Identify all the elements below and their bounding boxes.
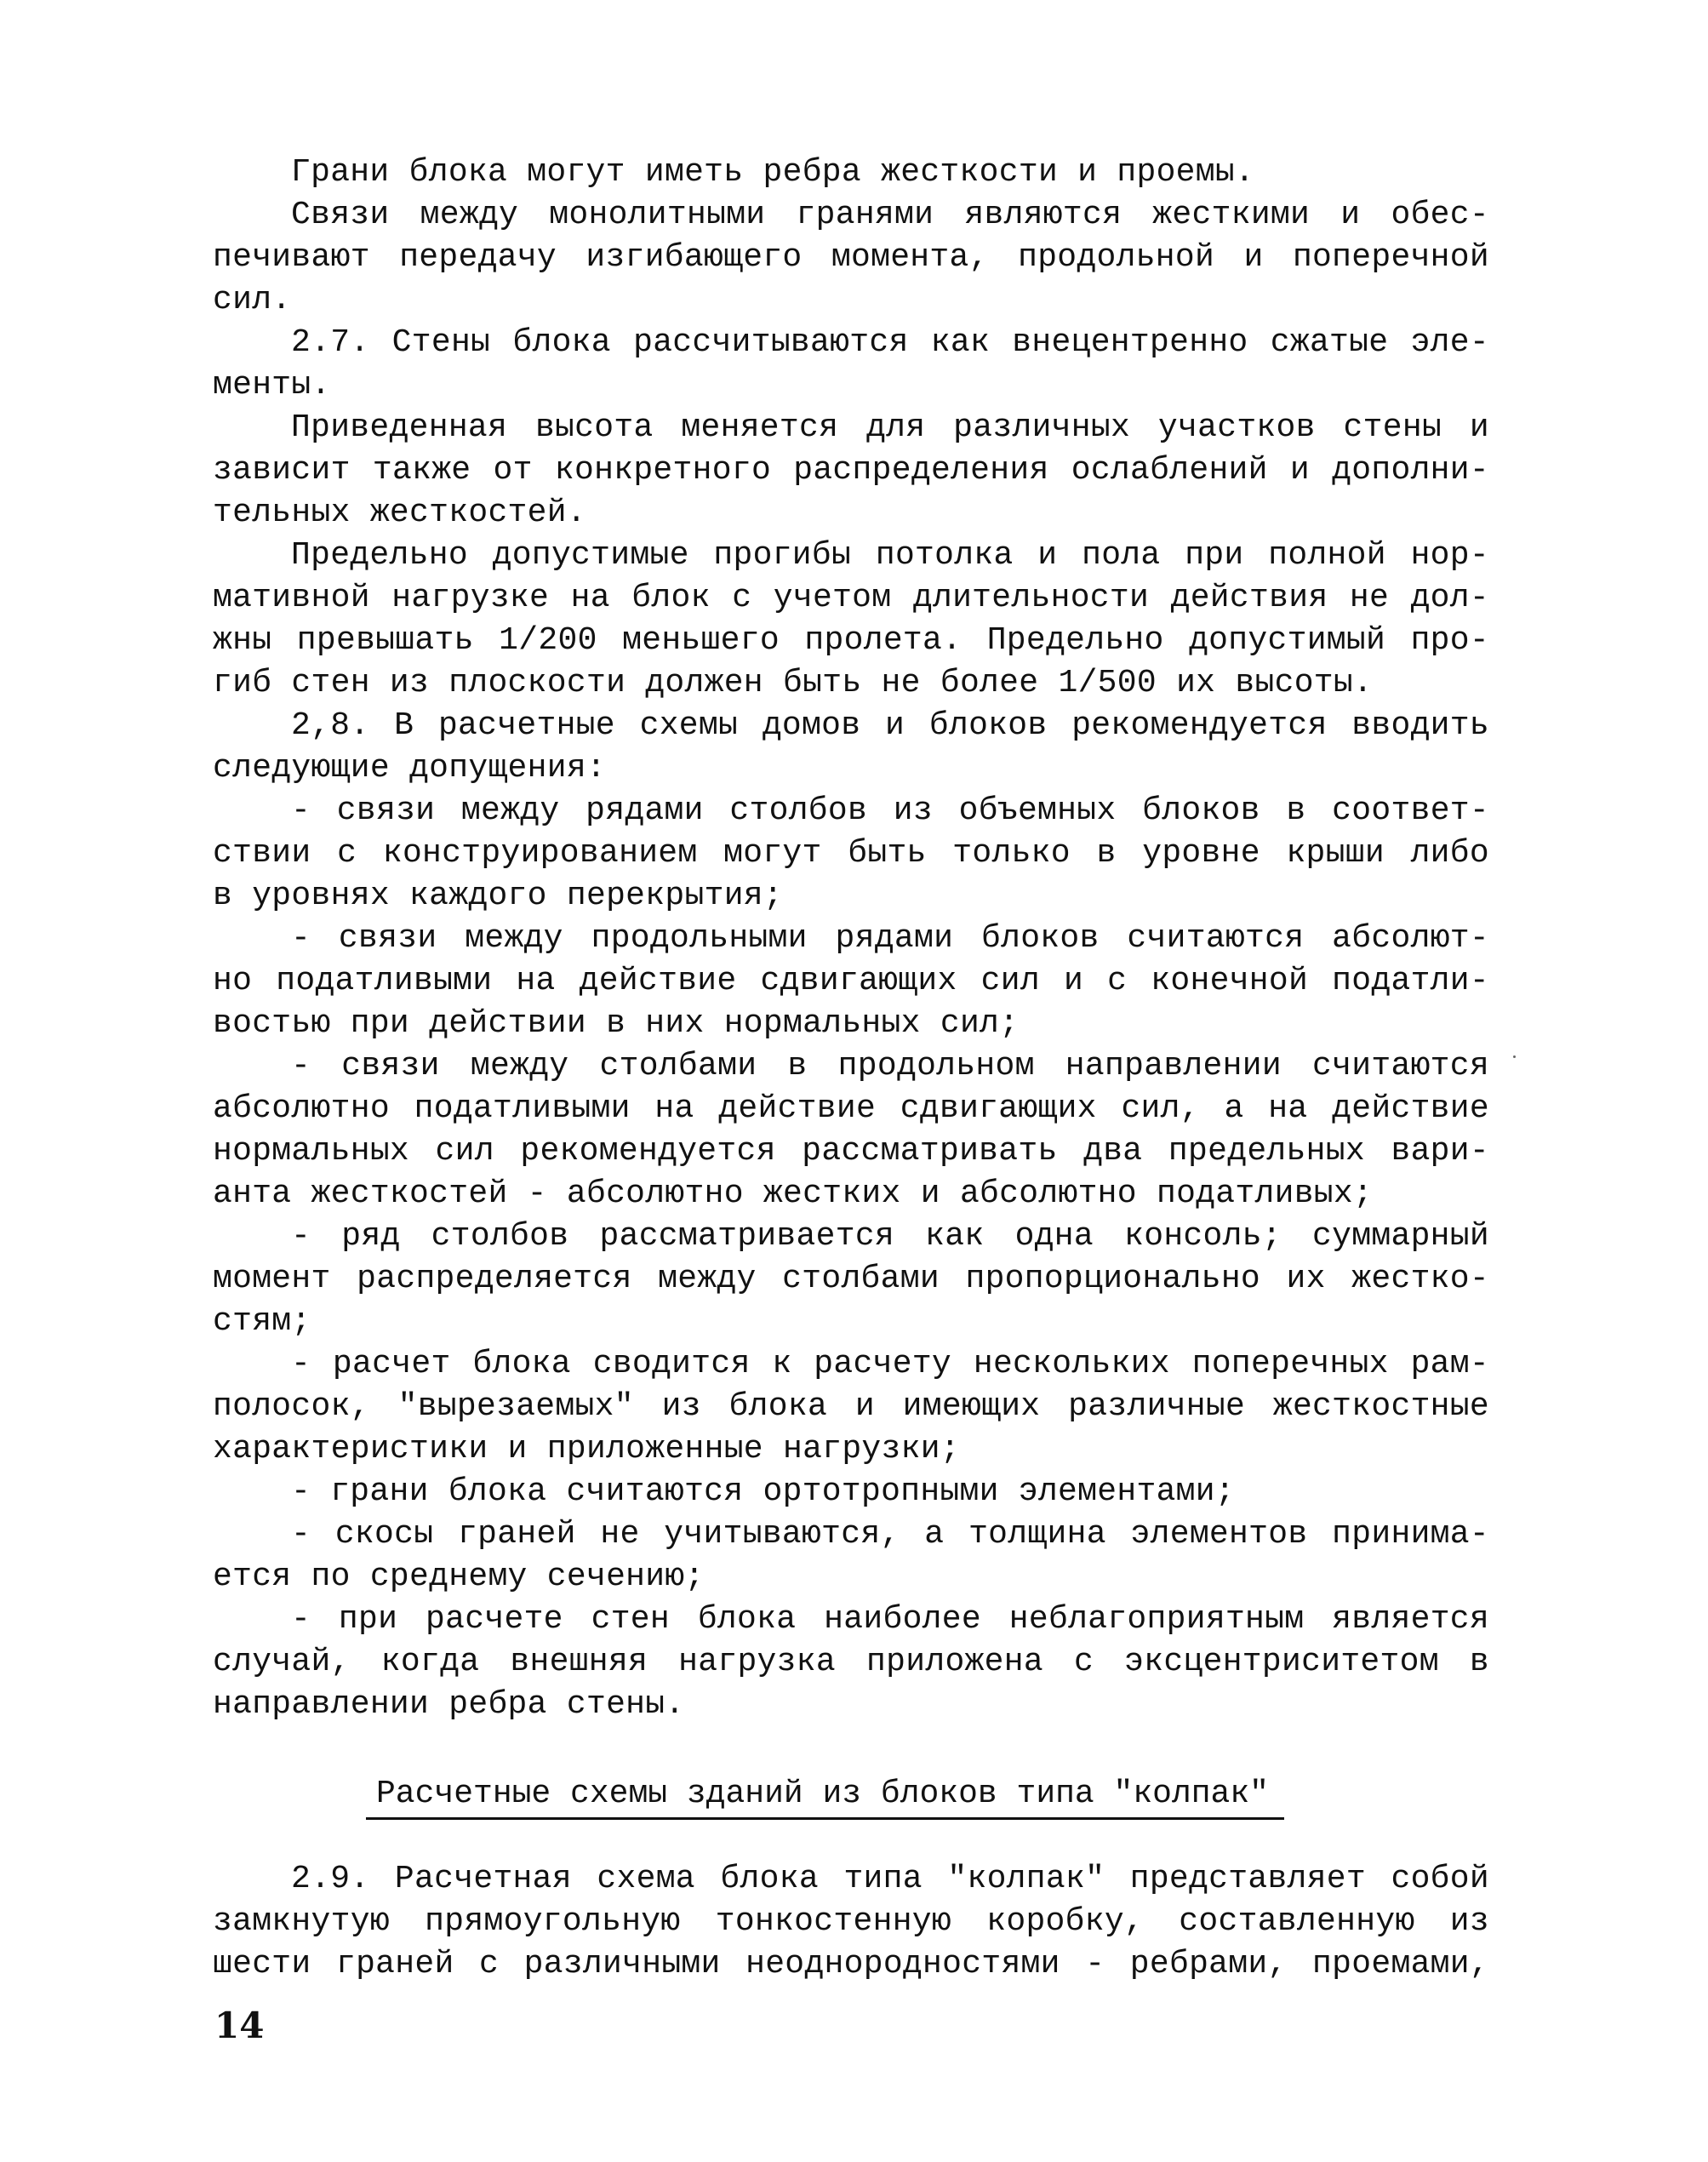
- text-line: востью при действии в них нормальных сил;: [213, 1005, 1020, 1042]
- text-line: 2.7. Стены блока рассчитываются как внецентренно сжатые эле-: [291, 324, 1489, 361]
- text-line: - связи между столбами в продольном направлении считаются: [291, 1048, 1489, 1084]
- text-line: тельных жесткостей.: [213, 495, 586, 531]
- text-line: шести граней с различными неоднородностями - ребрами, проемами,: [213, 1946, 1489, 1982]
- text-line: мативной нагрузке на блок с учетом длительности действия не дол-: [213, 580, 1489, 616]
- text-line: в уровнях каждого перекрытия;: [213, 878, 784, 914]
- section-heading: Расчетные схемы зданий из блоков типа "колпак": [366, 1773, 1284, 1820]
- text-line: сил.: [213, 282, 292, 318]
- text-line: - связи между продольными рядами блоков считаются абсолют-: [291, 920, 1489, 957]
- text-line: - при расчете стен блока наиболее неблагоприятным является: [291, 1601, 1489, 1638]
- text-line: менты.: [213, 367, 331, 403]
- text-line: - скосы граней не учитываются, а толщина элементов принима-: [291, 1516, 1489, 1553]
- text-line: ствии с конструированием могут быть только в уровне крыши либо: [213, 835, 1489, 872]
- text-line: случай, когда внешняя нагрузка приложена с эксцентриситетом в: [213, 1644, 1489, 1680]
- text-line: Приведенная высота меняется для различных участков стены и: [291, 409, 1489, 446]
- body-text: [213, 152, 1489, 1726]
- page-number: 14: [214, 2005, 265, 2046]
- text-line: стям;: [213, 1303, 311, 1340]
- text-line: - ряд столбов рассматривается как одна консоль; суммарный: [291, 1218, 1489, 1255]
- text-line: полосок, "вырезаемых" из блока и имеющих различные жесткостные: [213, 1388, 1489, 1425]
- text-line: зависит также от конкретного распределения ослаблений и дополни-: [213, 452, 1489, 489]
- text-line: анта жесткостей - абсолютно жестких и абсолютно податливых;: [213, 1175, 1374, 1212]
- scan-speck: [1513, 1055, 1516, 1058]
- text-line: замкнутую прямоугольную тонкостенную коробку, составленную из: [213, 1903, 1489, 1940]
- text-line: 2,8. В расчетные схемы домов и блоков рекомендуется вводить: [291, 707, 1489, 744]
- section-body-text: [213, 1858, 1489, 1986]
- text-line: 2.9. Расчетная схема блока типа "колпак" представляет собой: [291, 1861, 1489, 1897]
- text-line: абсолютно податливыми на действие сдвигающих сил, а на действие: [213, 1090, 1489, 1127]
- text-line: Предельно допустимые прогибы потолка и пола при полной нор-: [291, 537, 1489, 574]
- text-line: но податливыми на действие сдвигающих сил и с конечной податли-: [213, 963, 1489, 999]
- text-line: - связи между рядами столбов из объемных блоков в соответ-: [291, 792, 1489, 829]
- text-line: нормальных сил рекомендуется рассматривать два предельных вари-: [213, 1133, 1489, 1170]
- text-line: жны превышать 1/200 меньшего пролета. Предельно допустимый про-: [213, 622, 1489, 659]
- text-line: следующие допущения:: [213, 750, 607, 786]
- text-line: характеристики и приложенные нагрузки;: [213, 1431, 960, 1467]
- text-line: - грани блока считаются ортотропными элементами;: [291, 1473, 1235, 1510]
- text-line: направлении ребра стены.: [213, 1686, 685, 1723]
- text-line: - расчет блока сводится к расчету нескольких поперечных рам-: [291, 1346, 1489, 1382]
- text-line: момент распределяется между столбами пропорционально их жестко-: [213, 1261, 1489, 1297]
- text-line: печивают передачу изгибающего момента, продольной и поперечной: [213, 239, 1489, 276]
- text-line: Грани блока могут иметь ребра жесткости и проемы.: [291, 154, 1255, 191]
- text-line: Связи между монолитными гранями являются жесткими и обес-: [291, 197, 1489, 233]
- text-line: ется по среднему сечению;: [213, 1559, 705, 1595]
- text-line: гиб стен из плоскости должен быть не более 1/500 их высоты.: [213, 665, 1374, 701]
